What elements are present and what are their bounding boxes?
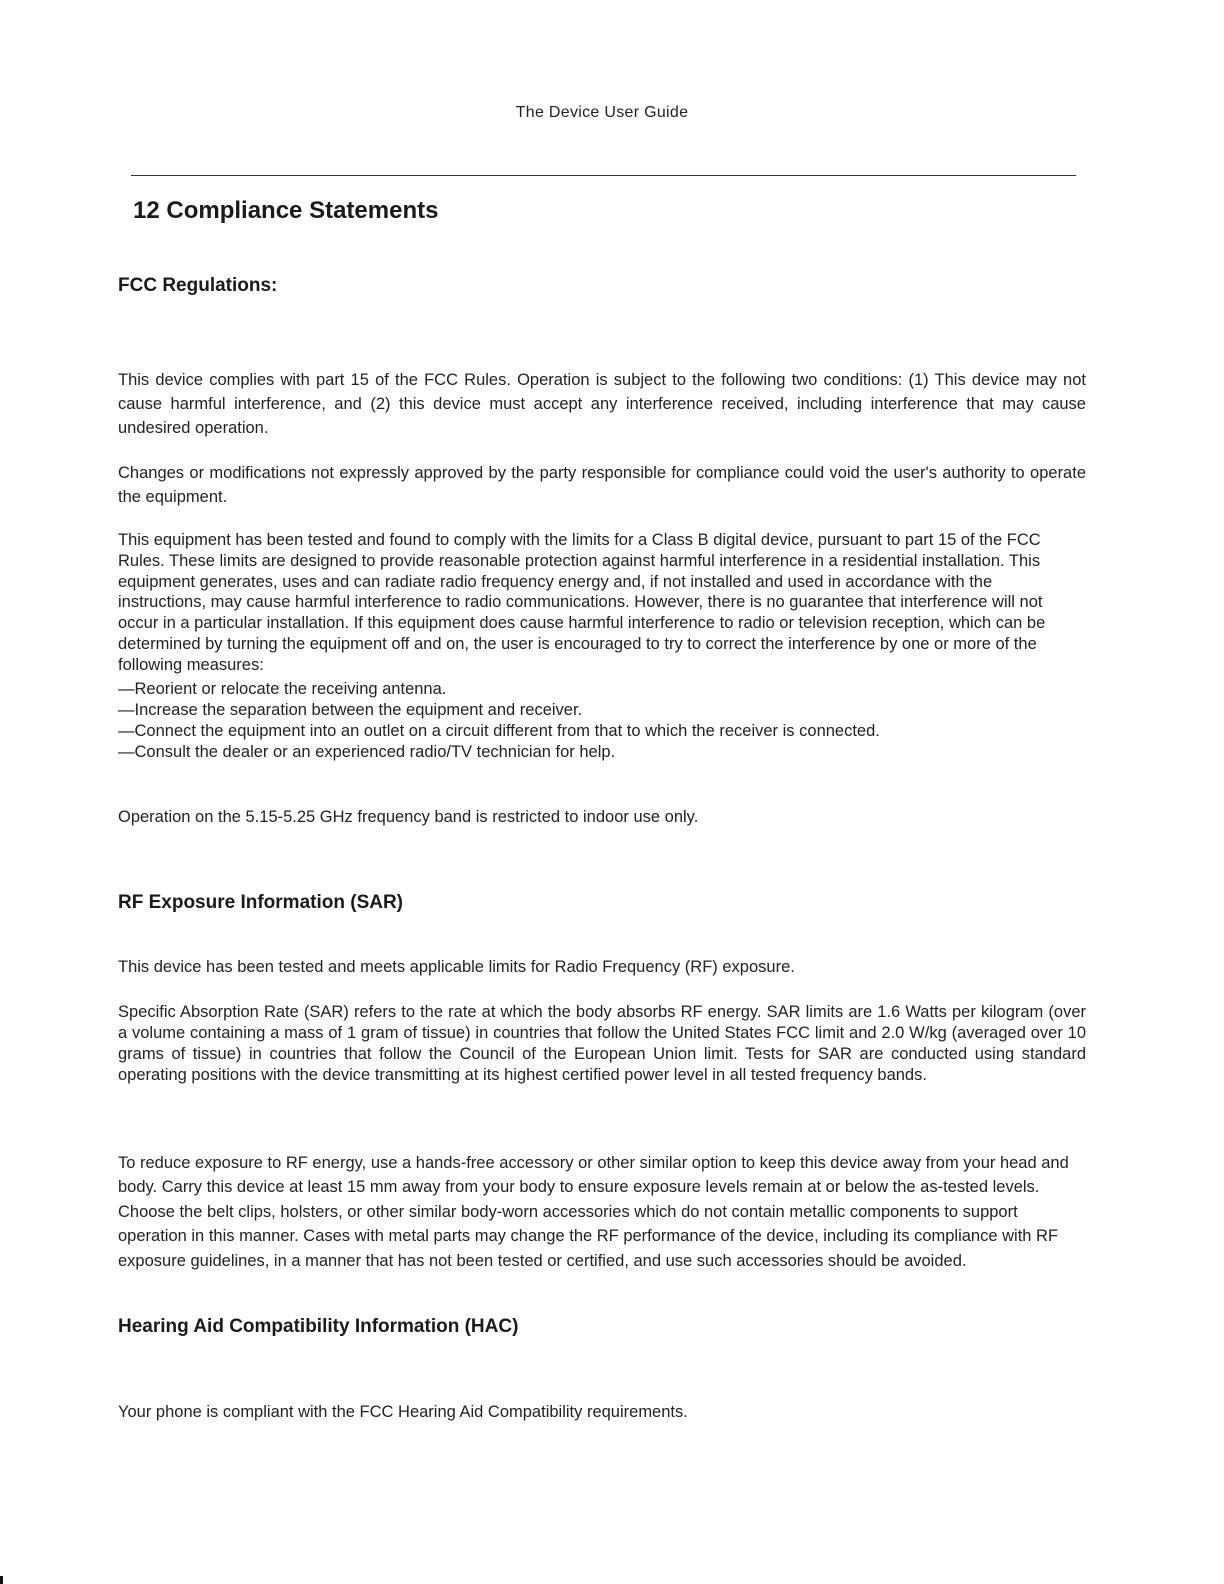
running-header: The Device User Guide	[515, 104, 689, 121]
list-item: —Increase the separation between the equipment and receiver.	[118, 701, 583, 719]
section-heading-hac: Hearing Aid Compatibility Information (HAC)	[118, 1316, 519, 1337]
sar-definition-paragraph: Specific Absorption Rate (SAR) refers to the rate at which the body absorbs RF energy. SAR limits are 1.6 Watts per kilogram (over a volume containing a mass of 1 gram of tissue) in countries that follow the United States FCC limit and 2.0 W/kg (averaged over 10 grams of tissue) in countries that follow the Council of the European Union limit. Tests for SAR are conducted using standard operating positions with the device transmitting at its highest certified power level in all tested frequency bands.	[118, 1003, 1086, 1084]
list-item: —Connect the equipment into an outlet on a circuit different from that to which the receiver is connected.	[118, 722, 880, 740]
hac-compliance-paragraph: Your phone is compliant with the FCC Hearing Aid Compatibility requirements.	[118, 1403, 688, 1421]
fcc-modifications-paragraph: Changes or modifications not expressly approved by the party responsible for compliance could void the user's authority to operate the equipment.	[118, 464, 1086, 506]
scan-artifact	[0, 1576, 3, 1584]
chapter-title: 12 Compliance Statements	[133, 197, 439, 224]
fcc-class-b-paragraph: This equipment has been tested and found to comply with the limits for a Class B digital device, pursuant to part 15 of the FCC Rules. These limits are designed to provide reasonable protection against harmful interference in a residential installation. This equipment generates, uses and can radiate radio frequency energy and, if not installed and used in accordance with the instructions, may cause harmful interference to radio communications. However, there is no guarantee that interference will not occur in a particular installation. If this equipment does cause harmful interference to radio or television reception, which can be determined by turning the equipment off and on, the user is encouraged to try to correct the interference by one or more of the following measures:	[118, 531, 1046, 674]
fcc-indoor-use-paragraph: Operation on the 5.15-5.25 GHz frequency band is restricted to indoor use only.	[118, 808, 699, 826]
sar-tested-paragraph: This device has been tested and meets applicable limits for Radio Frequency (RF) exposure.	[118, 958, 795, 976]
section-heading-sar: RF Exposure Information (SAR)	[118, 892, 404, 913]
list-item: —Consult the dealer or an experienced radio/TV technician for help.	[118, 743, 616, 761]
fcc-conditions-paragraph: This device complies with part 15 of the FCC Rules. Operation is subject to the following two conditions: (1) This device may not cause harmful interference, and (2) this device must accept any interference received, including interference that may cause undesired operation.	[118, 371, 1086, 437]
fcc-measures-list	[118, 679, 1086, 763]
sar-reduce-exposure-paragraph: To reduce exposure to RF energy, use a hands-free accessory or other similar option to keep this device away from your head and body. Carry this device at least 15 mm away from your body to ensure exposure levels remain at or below the as-tested levels. Choose the belt clips, holsters, or other similar body-worn accessories which do not contain metallic components to support operation in this manner. Cases with metal parts may change the RF performance of the device, including its compliance with RF exposure guidelines, in a manner that has not been tested or certified, and use such accessories should be avoided.	[118, 1154, 1069, 1270]
list-item: —Reorient or relocate the receiving antenna.	[118, 680, 447, 698]
header-divider	[131, 175, 1076, 176]
section-heading-fcc: FCC Regulations:	[118, 275, 278, 296]
